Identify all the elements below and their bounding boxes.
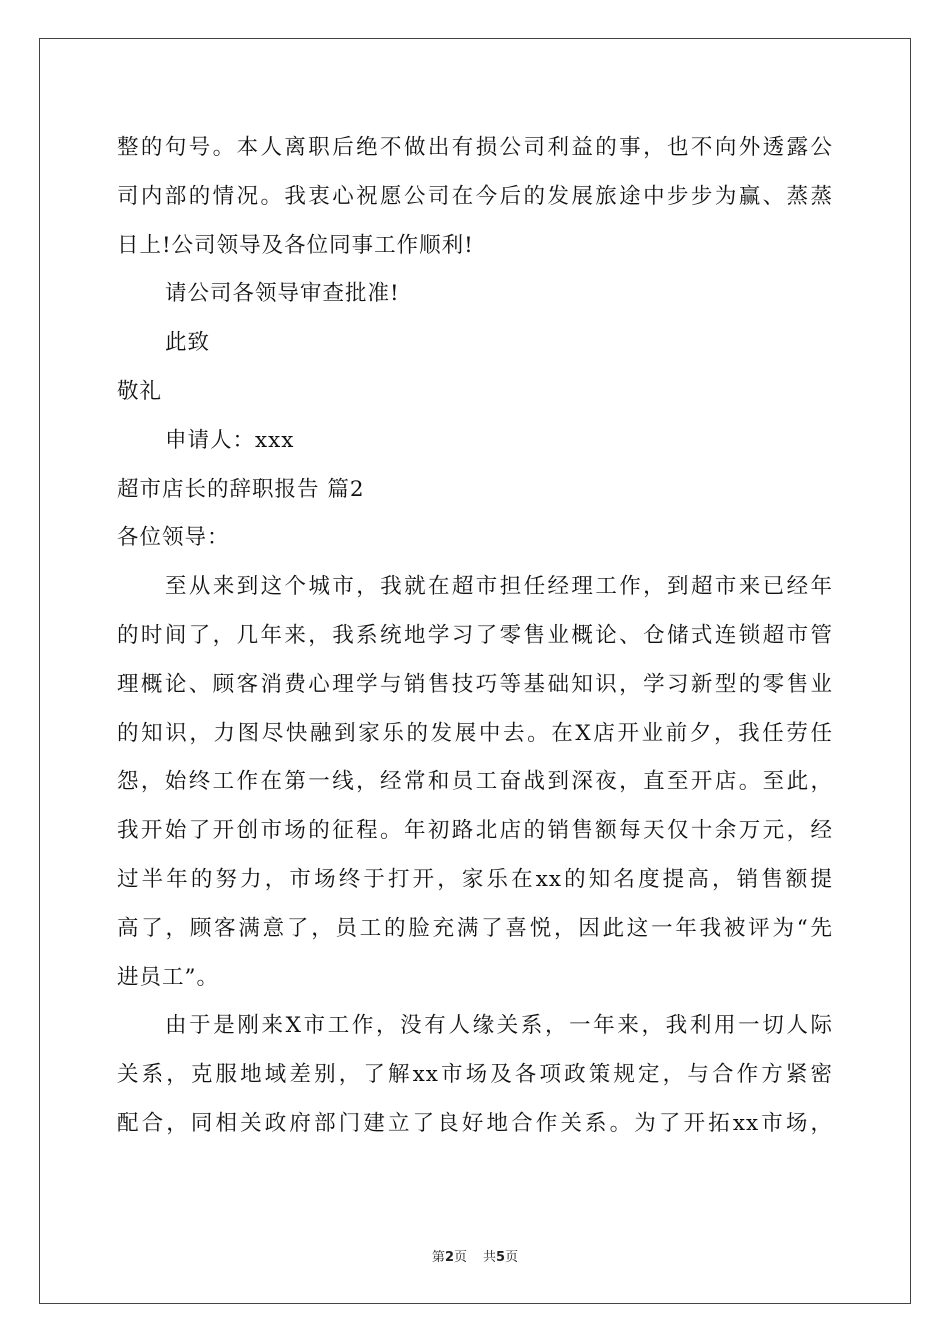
total-prefix: 共 — [483, 1250, 497, 1265]
greeting: 各位领导： — [117, 525, 230, 551]
paragraph-line: 怨，始终工作在第一线，经常和员工奋战到深夜，直至开店。至此， — [117, 769, 833, 795]
paragraph-line: 我开始了开创市场的征程。年初路北店的销售额每天仅十余万元，经 — [117, 818, 833, 844]
page-suffix: 页 — [453, 1250, 467, 1265]
paragraph-line: 至从来到这个城市，我就在超市担任经理工作，到超市来已经年 — [165, 574, 833, 600]
paragraph-line: 日上!公司领导及各位同事工作顺利! — [117, 232, 474, 258]
paragraph-line: 整的句号。本人离职后绝不做出有损公司利益的事，也不向外透露公 — [117, 135, 833, 160]
page-prefix: 第 — [431, 1250, 445, 1265]
section-heading: 超市店长的辞职报告 篇2 — [117, 476, 365, 502]
paragraph-line: 进员工”。 — [117, 964, 219, 990]
paragraph-line: 由于是刚来X市工作，没有人缘关系，一年来，我利用一切人际 — [165, 1013, 833, 1039]
paragraph-line: 过半年的努力，市场终于打开，家乐在xx的知名度提高，销售额提 — [117, 866, 833, 892]
page-footer — [0, 1246, 950, 1265]
paragraph-line: 理概论、顾客消费心理学与销售技巧等基础知识，学习新型的零售业 — [117, 671, 833, 697]
paragraph-line: 请公司各领导审查批准! — [165, 281, 400, 307]
applicant-signature: 申请人：xxx — [165, 427, 295, 453]
paragraph-line: 司内部的情况。我衷心祝愿公司在今后的发展旅途中步步为赢、蒸蒸 — [117, 183, 833, 209]
paragraph-line: 关系，克服地域差别，了解xx市场及各项政策规定，与合作方紧密 — [117, 1062, 833, 1088]
total-suffix: 页 — [505, 1250, 519, 1265]
closing-regards: 敬礼 — [117, 378, 163, 404]
paragraph-line: 的时间了，几年来，我系统地学习了零售业概论、仓储式连锁超市管 — [117, 622, 833, 648]
paragraph-line: 配合，同相关政府部门建立了良好地合作关系。为了开拓xx市场， — [117, 1110, 833, 1136]
current-page-number: 2 — [444, 1250, 454, 1265]
document-body — [117, 124, 833, 1149]
total-page-number: 5 — [496, 1250, 506, 1265]
paragraph-line: 的知识，力图尽快融到家乐的发展中去。在X店开业前夕，我任劳任 — [117, 720, 833, 746]
paragraph-line: 高了，顾客满意了，员工的脸充满了喜悦，因此这一年我被评为“先 — [117, 915, 833, 941]
closing-salutation: 此致 — [165, 330, 211, 356]
